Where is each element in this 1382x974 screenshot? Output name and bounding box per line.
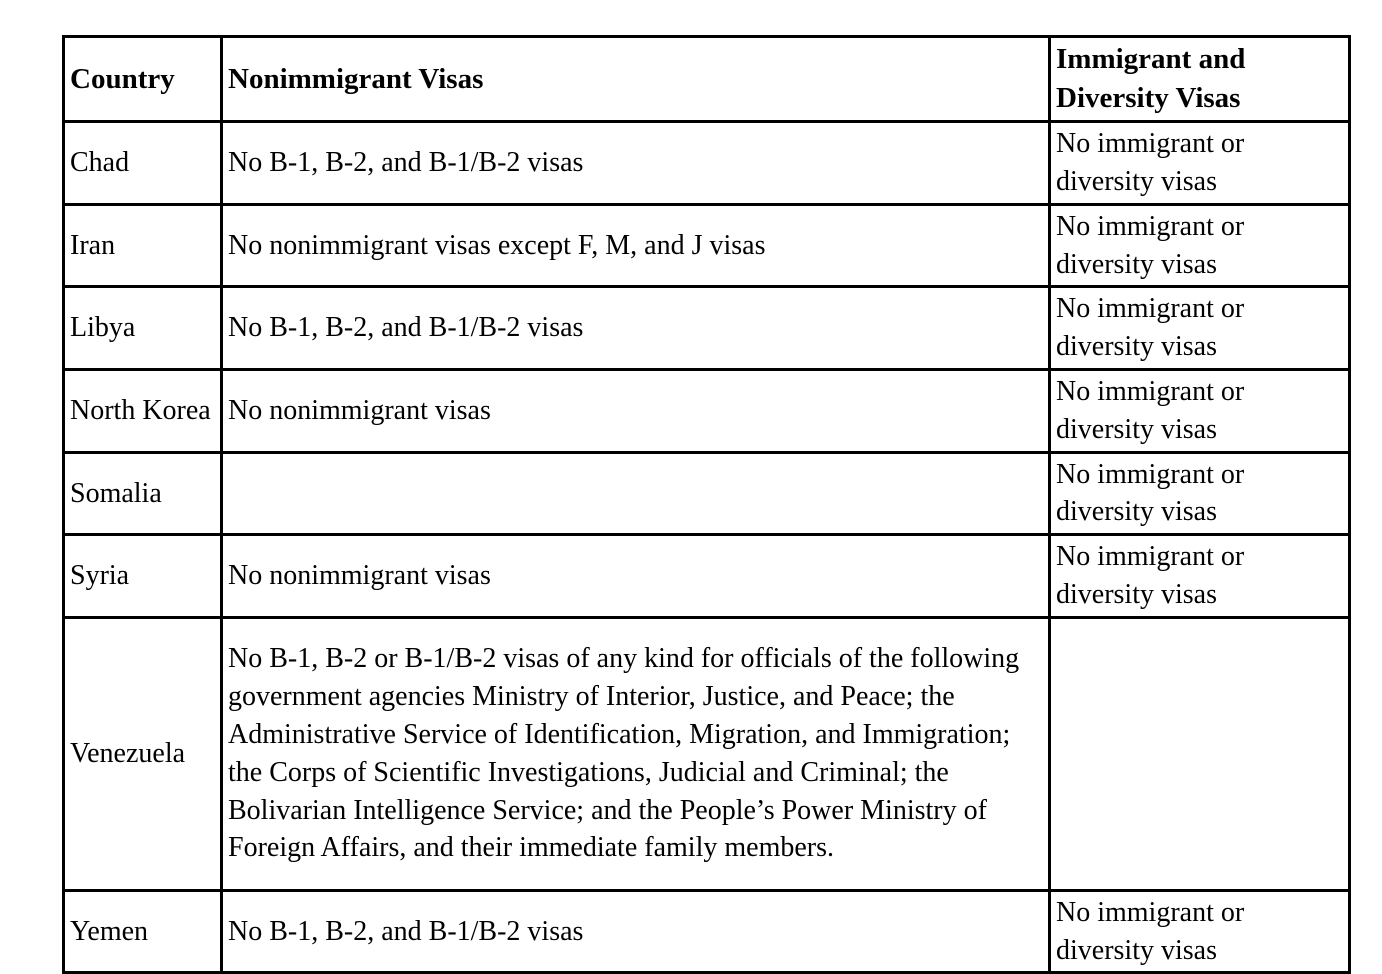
- immigrant-cell: No immigrant or diversity visas: [1050, 370, 1350, 453]
- table-row-syria: [64, 535, 1350, 618]
- nonimmigrant-cell: [222, 452, 1050, 535]
- immigrant-cell: No immigrant or diversity visas: [1050, 890, 1350, 973]
- country-cell: North Korea: [64, 370, 222, 453]
- immigrant-cell: No immigrant or diversity visas: [1050, 204, 1350, 287]
- nonimmigrant-cell: No B-1, B-2 or B-1/B-2 visas of any kind for officials of the following government agencies Ministry of Interior, Justice, and Peace; the Administrative Service of Identification, Migration, and Immigration; the Corps of Scientific Investigations, Judicial and Criminal; the Bolivarian Intelligence Service; and the People’s Power Ministry of Foreign Affairs, and their immediate family members.: [222, 617, 1050, 890]
- country-cell: Yemen: [64, 890, 222, 973]
- nonimmigrant-cell: No B-1, B-2, and B-1/B-2 visas: [222, 122, 1050, 205]
- table-row-somalia: [64, 452, 1350, 535]
- table-row-yemen: [64, 890, 1350, 973]
- immigrant-cell: No immigrant or diversity visas: [1050, 287, 1350, 370]
- table-row-venezuela: [64, 617, 1350, 890]
- country-cell: Chad: [64, 122, 222, 205]
- country-cell: Venezuela: [64, 617, 222, 890]
- nonimmigrant-cell: No nonimmigrant visas except F, M, and J visas: [222, 204, 1050, 287]
- table-row-libya: [64, 287, 1350, 370]
- nonimmigrant-cell: No B-1, B-2, and B-1/B-2 visas: [222, 287, 1050, 370]
- table-row-chad: [64, 122, 1350, 205]
- country-cell: Iran: [64, 204, 222, 287]
- table-row-iran: [64, 204, 1350, 287]
- header-row: [64, 37, 1350, 122]
- column-header-immigrant-diversity-visas: Immigrant and Diversity Visas: [1050, 37, 1350, 122]
- column-header-country: Country: [64, 37, 222, 122]
- country-cell: Libya: [64, 287, 222, 370]
- visa-restrictions-table: [62, 35, 1351, 974]
- nonimmigrant-cell: No nonimmigrant visas: [222, 535, 1050, 618]
- nonimmigrant-cell: No nonimmigrant visas: [222, 370, 1050, 453]
- immigrant-cell: No immigrant or diversity visas: [1050, 452, 1350, 535]
- immigrant-cell: No immigrant or diversity visas: [1050, 122, 1350, 205]
- immigrant-cell: [1050, 617, 1350, 890]
- country-cell: Syria: [64, 535, 222, 618]
- column-header-nonimmigrant-visas: Nonimmigrant Visas: [222, 37, 1050, 122]
- country-cell: Somalia: [64, 452, 222, 535]
- immigrant-cell: No immigrant or diversity visas: [1050, 535, 1350, 618]
- nonimmigrant-cell: No B-1, B-2, and B-1/B-2 visas: [222, 890, 1050, 973]
- table-row-north-korea: [64, 370, 1350, 453]
